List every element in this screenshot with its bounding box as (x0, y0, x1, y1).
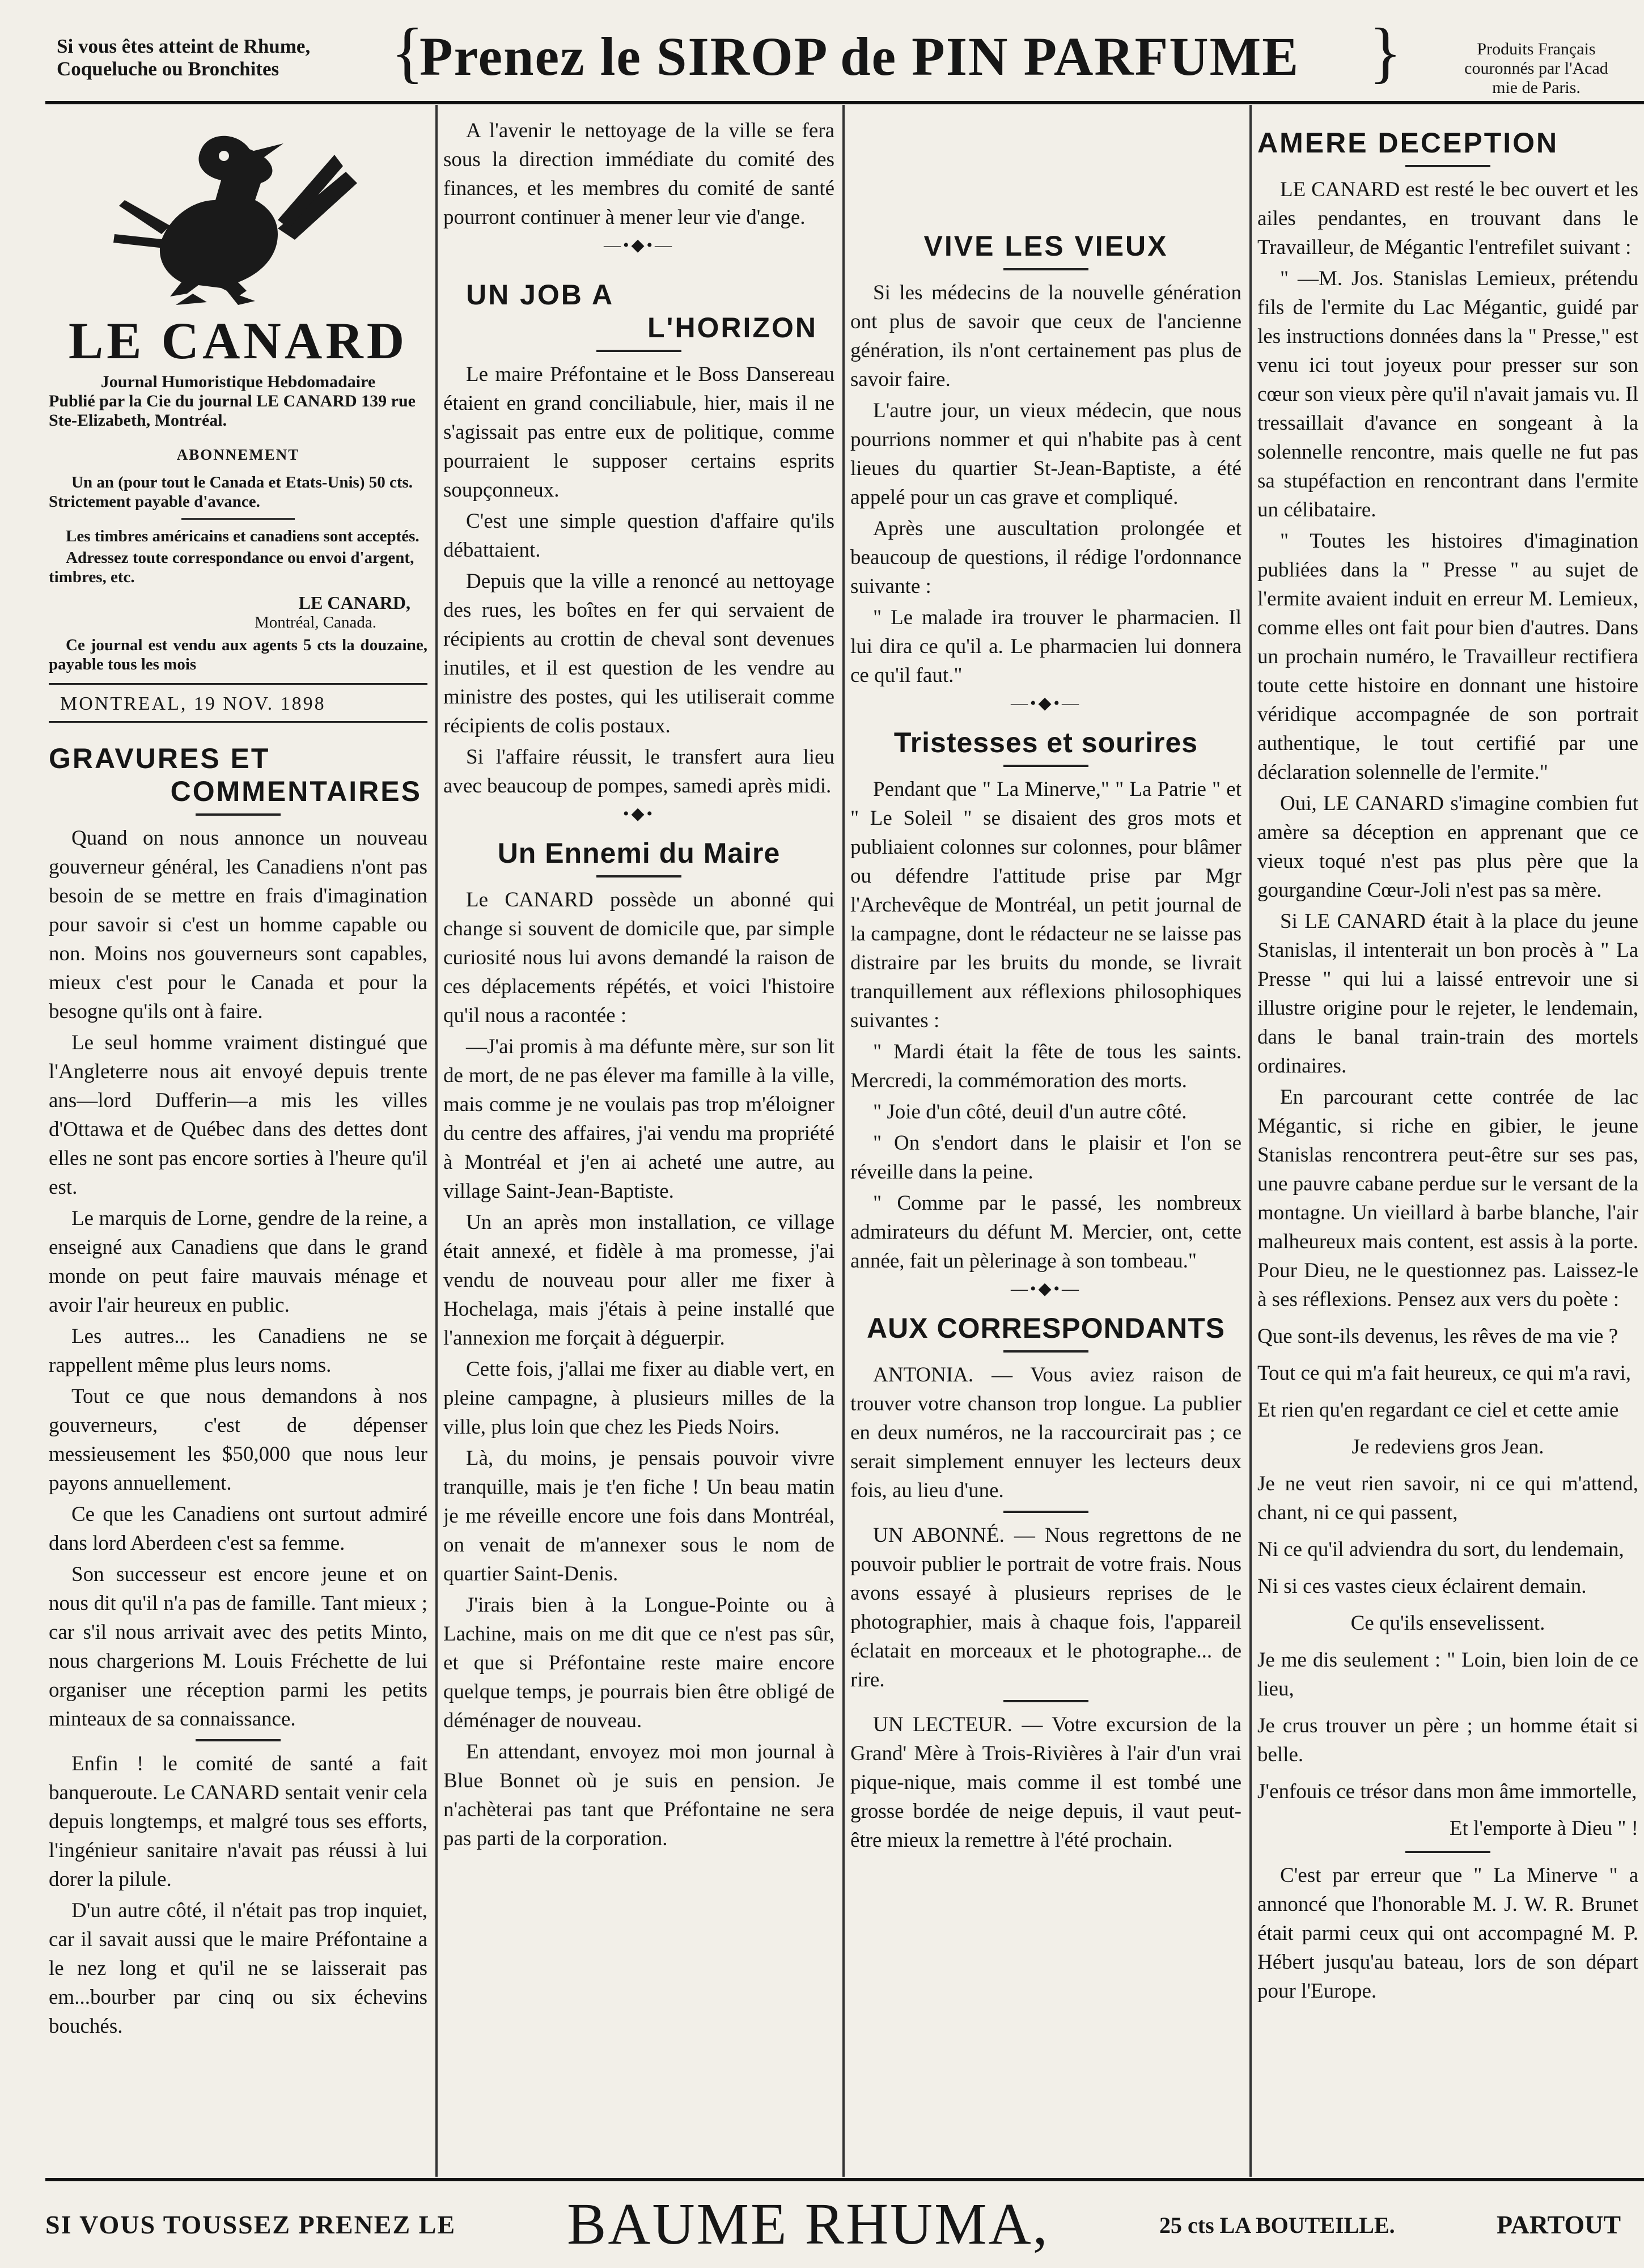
poem-line: Ni si ces vastes cieux éclairent demain. (1257, 1575, 1587, 1598)
paragraph: D'un autre côté, il n'était pas trop inquiet, car il savait aussi que le maire Préfontaine a le nez long et qu'il ne se laisserait pas em...bourber par cinq ou six échevins bouchés. (49, 1899, 427, 2038)
paragraph: " —M. Jos. Stanislas Lemieux, prétendu fils de l'ermite du Lac Mégantic, guidé par les instructions données dans la " Presse," est venu ici tout joyeux pour presser sur son cœur son vieux père qu'il n'avait jamais vu. Il tressaillait d'avance en songeant à la solennelle rencontre, mais quelle ne fut pas sa stupéfaction en rencontrant dans l'ermite un célibataire. (1257, 267, 1638, 522)
article-heading-tristesses: Tristesses et sourires (893, 727, 1198, 758)
subscription-text: Un an (pour tout le Canada et Etats-Unis) 50 cts. Strictement payable d'avance. (49, 473, 413, 511)
paragraph: C'est par erreur que " La Minerve " a annoncé que l'honorable M. J. W. R. Brunet était parmi ceux qui ont accompagné M. P. Hébert jusqu'au bateau, lors de son départ pour l'Europe. (1257, 1864, 1638, 2003)
top-ad-left-text: Si vous êtes atteint de Rhume, Coqueluche ou Bronchites (57, 35, 311, 80)
ornament-separator: —•◆•— (603, 236, 675, 255)
poem-line: J'enfouis ce trésor dans mon âme immortelle, (1257, 1780, 1637, 1803)
paragraph: Cette fois, j'allai me fixer au diable vert, en pleine campagne, à plusieurs milles de la ville, plus loin que chez les Pieds Noirs. (443, 1358, 834, 1439)
paragraph: Un an après mon installation, ce village était annexé, et fidèle à ma promesse, j'ai vendu de nouveau pour aller me fixer à Hochelaga, mais j'étais à peine installé que l'annexion me forçait à déguerpir. (443, 1211, 834, 1350)
correspondent-name: ANTONIA. (873, 1363, 974, 1387)
poem-line: Que sont-ils devenus, les rêves de ma vie ? (1257, 1325, 1618, 1348)
paragraph: Le CANARD possède un abonné qui change si souvent de domicile que, par simple curiosité nous lui avons demandé la raison de ces déplacements répétés, et voici l'histoire qu'il nous a racontée : (443, 888, 834, 1027)
poem (1257, 1322, 1638, 1843)
poem-line: Tout ce qui m'a fait heureux, ce qui m'a ravi, (1257, 1362, 1632, 1385)
bottom-ad-left-text: SI VOUS TOUSSEZ PRENEZ LE (45, 2210, 456, 2239)
paragraph: " Toutes les histoires d'imagination publiées dans la " Presse " au sujet de l'ermite avaient induit en erreur M. Lemieux, comme elles ont fait pour bien d'autres. Dans un prochain numéro, le Travailleur rectifiera toute cette histoire en donnant une histoire véridique accompagnée de son portrait authentique, le tout certifié par une déclaration solennelle de l'ermite." (1257, 529, 1638, 784)
correspondent-text: — Nous regrettons de ne pouvoir publier le portrait de votre frais. Nous avons essayé à plusieurs reprises de le photographier, mais à chaque fois, l'appareil éclatait en morceaux et le photographe... de rire. (850, 1524, 1242, 1692)
column-2 (443, 116, 834, 2174)
poem-line: Je me dis seulement : " Loin, bien loin de ce lieu, (1257, 1648, 1638, 1701)
correspondent-name: UN LECTEUR. (873, 1713, 1012, 1736)
poem-line: Et l'emporte à Dieu " ! (1449, 1817, 1638, 1840)
subscription-heading: ABONNEMENT (176, 446, 300, 463)
dateline: MONTREAL, 19 NOV. 1898 (60, 693, 326, 714)
article-heading-job: UN JOB A (466, 279, 615, 311)
paragraph: " Comme par le passé, les nombreux admirateurs du défunt M. Mercier, ont, cette année, fait un pèlerinage à son tombeau." (850, 1192, 1242, 1273)
poem-line: Je redeviens gros Jean. (1351, 1435, 1544, 1459)
paragraph: " On s'endort dans le plaisir et l'on se réveille dans la peine. (850, 1131, 1242, 1184)
sales-note: Ce journal est vendu aux agents 5 cts la douzaine, payable tous les mois (49, 636, 427, 673)
ornament-separator: —•◆•— (1010, 694, 1082, 713)
column-1 (49, 116, 427, 2174)
dateline-rule (49, 721, 427, 723)
paragraph: Le seul homme vraiment distingué que l'Angleterre nous ait envoyé depuis trente ans—lord Dufferin—a mis les villes d'Ottawa et de Québec dans des dettes dont elles ne sont pas encore sorties à l'heure qu'il est. (49, 1031, 427, 1199)
bottom-ad-price: 25 cts LA BOUTEILLE. (1159, 2212, 1395, 2238)
address-note: Adressez toute correspondance ou envoi d'argent, timbres, etc. (49, 549, 414, 586)
paragraph: Son successeur est encore jeune et on nous dit qu'il n'a pas de famille. Tant mieux ; car s'il nous arrivait avec des petits Minto, nous chargerions M. Louis Fréchette de lui organiser une réception parmi les petits minteaux de sa connaissance. (49, 1563, 427, 1731)
paragraph: Enfin ! le comité de santé a fait banqueroute. Le CANARD sentait venir cela depuis longtemps, et malgré tous ses efforts, l'ingénieur sanitaire n'avait pas réussi à lui dorer la pilule. (49, 1752, 427, 1891)
separator (596, 350, 681, 352)
bottom-advertisement-banner (45, 2182, 1644, 2267)
column-4 (1257, 116, 1638, 2174)
paragraph: —J'ai promis à ma défunte mère, sur son lit de mort, de ne pas élever ma famille à la ville, mais comme je ne voulais pas trop m'éloigner du centre des affaires, j'ai vendu ma propriété à Montréal et j'en ai acheté une autre, au village Saint-Jean-Baptiste. (443, 1035, 834, 1203)
column-rule (435, 105, 438, 2177)
paragraph: Si les médecins de la nouvelle génération ont plus de savoir que ceux de l'ancienne génération, ils n'ont certainement pas plus de savoir faire. (850, 281, 1242, 391)
top-rule (45, 101, 1644, 104)
article-heading-deception: AMERE DECEPTION (1257, 127, 1559, 159)
poem-line: Je crus trouver un père ; un homme était si belle. (1257, 1714, 1638, 1766)
poem-line: Ce qu'ils ensevelissent. (1350, 1612, 1545, 1635)
dateline-rule (49, 683, 427, 685)
paragraph: " Le malade ira trouver le pharmacien. Il lui dira ce qu'il a. Le pharmacien lui donnera ce qu'il faut." (850, 606, 1242, 687)
paragraph: Le marquis de Lorne, gendre de la reine, a enseigné aux Canadiens que dans le grand monde on peut faire mauvais ménage et avoir l'air heureux en public. (49, 1207, 427, 1317)
masthead-publisher: Publié par la Cie du journal LE CANARD 139 rue Ste-Elizabeth, Montréal. (49, 392, 416, 430)
ornament-separator: •◆• (622, 804, 655, 823)
poem-line: Et rien qu'en regardant ce ciel et cette amie (1257, 1398, 1619, 1422)
poem-line: Je ne veut rien savoir, ni ce qui m'attend, chant, ni ce qui passent, (1257, 1472, 1638, 1524)
bottom-ad-right-text: PARTOUT (1497, 2210, 1621, 2239)
article-heading-ennemi: Un Ennemi du Maire (497, 837, 781, 869)
ornament-separator: —•◆•— (1010, 1279, 1082, 1298)
separator (1003, 765, 1088, 767)
paragraph: Oui, LE CANARD s'imagine combien fut amère sa déception en apprenant que ce vieux toqué n'est pas plus père que la gourgandine Cœur-Joli n'est pas sa mère. (1257, 792, 1638, 902)
paragraph: Là, du moins, je pensais pouvoir vivre tranquille, mais je t'en fiche ! Un beau matin je me réveille encore une fois dans Montréal, on venait de m'annexer sous le nom de quartier Saint-Denis. (443, 1447, 834, 1586)
masthead-title: LE CANARD (68, 312, 408, 370)
paragraph: Depuis que la ville a renoncé au nettoyage des rues, les boîtes en fer qui servaient de récipients au crottin de cheval sont devenues inutiles, et il est question de les vendre au ministre des postes, qui les utiliserait comme récipients de colis postaux. (443, 570, 834, 737)
column-rule (1249, 105, 1252, 2177)
article-heading-vieux: VIVE LES VIEUX (923, 230, 1168, 262)
correspondent-entry (850, 1710, 1242, 1855)
paragraph: Quand on nous annonce un nouveau gouverneur général, les Canadiens n'ont pas besoin de se mettre en frais d'imagination pour savoir si c'est un homme capable ou non. Moins nos gouverneurs sont capables, mieux c'est pour le Canada et pour la besogne qu'ils ont à faire. (49, 826, 427, 1023)
paragraph: " Joie d'un côté, deuil d'un autre côté. (873, 1100, 1187, 1124)
separator (1003, 1511, 1088, 1513)
paragraph: Le maire Préfontaine et le Boss Dansereau étaient en grand conciliabule, hier, mais il ne s'agissait pas entre eux de politique, comme pourraient le supposer certains esprits soupçonneux. (443, 363, 834, 502)
paragraph: Si LE CANARD était à la place du jeune Stanislas, il intenterait un bon procès à " La Presse " qui lui a laissé entrevoir une si illustre origine pour le rejeter, le lendemain, dans le banal train-train des mortels ordinaires. (1257, 910, 1638, 1078)
correspondent-text: — Votre excursion de la Grand' Mère à Trois-Rivières à l'air d'un vrai pique-nique, mais comme il est tombé une grosse bordée de neige depuis, il vaut peut-être mieux la remettre à l'été prochain. (850, 1713, 1242, 1852)
correspondent-entry (850, 1360, 1242, 1505)
separator (196, 813, 281, 816)
column-rule (842, 105, 845, 2177)
separator (1405, 165, 1490, 167)
separator (596, 875, 681, 877)
correspondent-name: UN ABONNÉ. (873, 1524, 1005, 1547)
address-city: Montréal, Canada. (254, 613, 376, 631)
address-name: LE CANARD, (298, 592, 410, 613)
paragraph: Ce que les Canadiens ont surtout admiré dans lord Aberdeen c'est sa femme. (49, 1503, 427, 1555)
paragraph: Les autres... les Canadiens ne se rappellent même plus leurs noms. (49, 1325, 427, 1377)
stamps-note: Les timbres américains et canadiens sont acceptés. (66, 527, 420, 545)
column-3 (850, 116, 1242, 2174)
paragraph: LE CANARD est resté le bec ouvert et les ailes pendantes, en trouvant dans le Travailleur, de Mégantic l'entrefilet suivant : (1257, 178, 1638, 259)
paragraph: Tout ce que nous demandons à nos gouverneurs, c'est de dépenser messieusement les $50,000 que nous leur payons annuellement. (49, 1385, 427, 1495)
paragraph: Après une auscultation prolongée et beaucoup de questions, il rédige l'ordonnance suivante : (850, 517, 1242, 598)
correspondent-entry (850, 1521, 1242, 1694)
article-heading-gravures-2: COMMENTAIRES (170, 775, 422, 807)
brace-left: { (391, 14, 424, 90)
top-ad-headline: Prenez le SIROP de PIN PARFUME (420, 26, 1300, 87)
duck-logo-icon (108, 121, 368, 308)
paragraph: J'irais bien à la Longue-Pointe ou à Lachine, mais on me dit que ce n'est pas sûr, et que si Préfontaine reste maire encore quelque temps, je pourrais bien être obligé de déménager de nouveau. (443, 1593, 834, 1732)
paragraph: Pendant que " La Minerve," " La Patrie " et " Le Soleil " se disaient des gros mots et publiaient colonnes sur colonnes, pour blâmer ou défendre l'attitude prise par Mgr l'Archevêque de Montréal, un petit journal de la campagne, dont le rédacteur ne se laisse pas distraire par les bruits du monde, se livrait tranquillement aux réflexions philosophiques suivantes : (850, 778, 1242, 1032)
separator (1003, 1350, 1088, 1353)
paragraph: En attendant, envoyez moi mon journal à Blue Bonnet où je suis en pension. Je n'achèterai pas tant que Préfontaine ne sera pas parti de la corporation. (443, 1740, 834, 1850)
paragraph: L'autre jour, un vieux médecin, que nous pourrions nommer et qui n'habite pas à cent lieues du quartier St-Jean-Baptiste, a été appelé pour un cas grave et compliqué. (850, 399, 1242, 509)
separator (1003, 1700, 1088, 1702)
separator (1405, 1851, 1490, 1853)
article-heading-job-2: L'HORIZON (647, 312, 817, 344)
bottom-rule (45, 2178, 1644, 2181)
paragraph: A l'avenir le nettoyage de la ville se fera sous la direction immédiate du comité des finances, et les membres du comité de santé pourront continuer à mener leur vie d'ange. (443, 119, 834, 229)
paragraph: " Mardi était la fête de tous les saints. Mercredi, la commémoration des morts. (850, 1040, 1242, 1092)
paragraph: Si l'affaire réussit, le transfert aura lieu avec beaucoup de pompes, samedi après midi. (443, 745, 834, 798)
poem-line: Ni ce qu'il adviendra du sort, du lendemain, (1257, 1538, 1624, 1561)
bottom-ad-product: BAUME RHUMA, (567, 2191, 1049, 2257)
article-heading-correspondants: AUX CORRESPONDANTS (867, 1312, 1225, 1344)
article-heading-gravures: GRAVURES ET (49, 743, 270, 774)
paragraph: En parcourant cette contrée de lac Mégantic, si riche en gibier, le jeune Stanislas rencontrera peut-être sur ses pas, une pauvre cabane perdue sur le versant de la montagne. Un vieillard à barbe blanche, l'air malheureux mais content, est assis à la porte. Pour Dieu, ne le questionnez pas. Laissez-le à ses réflexions. Pensez aux vers du poète : (1257, 1086, 1638, 1311)
top-ad-right-text: Produits Français couronnés par l'Acad mie de Paris. (1464, 40, 1608, 97)
paragraph: C'est une simple question d'affaire qu'ils débattaient. (443, 510, 834, 562)
top-advertisement-banner (0, 0, 1644, 102)
brace-right: } (1369, 14, 1402, 90)
correspondent-text: — Vous aviez raison de trouver votre chanson trop longue. La publier en deux numéros, ne la raccourcirait pas ; ce serait simplement ennuyer les lecteurs deux fois, au lieu d'une. (850, 1363, 1242, 1502)
separator (181, 518, 295, 520)
masthead-subtitle: Journal Humoristique Hebdomadaire (100, 372, 376, 391)
separator (1003, 268, 1088, 270)
separator (196, 1739, 281, 1741)
